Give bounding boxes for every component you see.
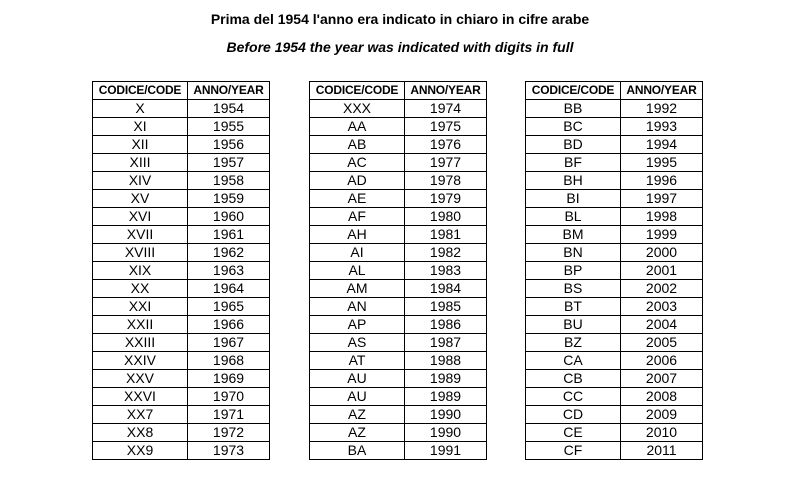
code-cell: AT — [310, 352, 405, 370]
table-row — [310, 226, 487, 244]
column-header-code: CODICE/CODE — [93, 82, 188, 100]
year-cell: 1980 — [405, 208, 487, 226]
code-cell: BL — [526, 208, 621, 226]
code-cell: XXI — [93, 298, 188, 316]
code-cell: BU — [526, 316, 621, 334]
column-header-year: ANNO/YEAR — [188, 82, 270, 100]
table-row — [526, 388, 703, 406]
table-row — [93, 316, 270, 334]
code-cell: XXIV — [93, 352, 188, 370]
table-row — [93, 172, 270, 190]
code-cell: XXIII — [93, 334, 188, 352]
table-row — [310, 100, 487, 118]
code-cell: XVIII — [93, 244, 188, 262]
code-cell: AP — [310, 316, 405, 334]
code-cell: AI — [310, 244, 405, 262]
year-cell: 2005 — [621, 334, 703, 352]
table-row — [526, 334, 703, 352]
code-cell: BP — [526, 262, 621, 280]
year-cell: 1994 — [621, 136, 703, 154]
table-row — [310, 208, 487, 226]
year-cell: 1987 — [405, 334, 487, 352]
code-cell: XI — [93, 118, 188, 136]
table-row — [526, 280, 703, 298]
column-header-code: CODICE/CODE — [310, 82, 405, 100]
code-cell: BN — [526, 244, 621, 262]
code-cell: AL — [310, 262, 405, 280]
code-cell: AS — [310, 334, 405, 352]
year-cell: 1993 — [621, 118, 703, 136]
year-cell: 1982 — [405, 244, 487, 262]
code-cell: BT — [526, 298, 621, 316]
table-row — [93, 280, 270, 298]
table-row — [526, 316, 703, 334]
year-cell: 1998 — [621, 208, 703, 226]
code-cell: XXVI — [93, 388, 188, 406]
year-cell: 1972 — [188, 424, 270, 442]
year-cell: 1995 — [621, 154, 703, 172]
code-cell: XXII — [93, 316, 188, 334]
code-cell: AU — [310, 388, 405, 406]
table-row — [526, 226, 703, 244]
table-row — [93, 298, 270, 316]
code-cell: CE — [526, 424, 621, 442]
year-cell: 1979 — [405, 190, 487, 208]
table-header-row — [310, 82, 487, 100]
code-year-table-2 — [309, 81, 487, 460]
year-cell: 1969 — [188, 370, 270, 388]
code-cell: AZ — [310, 406, 405, 424]
year-cell: 1955 — [188, 118, 270, 136]
column-header-code: CODICE/CODE — [526, 82, 621, 100]
year-cell: 1985 — [405, 298, 487, 316]
code-cell: XIX — [93, 262, 188, 280]
code-cell: XIII — [93, 154, 188, 172]
table-row — [93, 226, 270, 244]
table-row — [310, 298, 487, 316]
code-cell: CC — [526, 388, 621, 406]
code-cell: BZ — [526, 334, 621, 352]
year-cell: 1996 — [621, 172, 703, 190]
code-cell: BM — [526, 226, 621, 244]
year-cell: 1967 — [188, 334, 270, 352]
code-cell: AB — [310, 136, 405, 154]
year-cell: 1970 — [188, 388, 270, 406]
code-cell: CA — [526, 352, 621, 370]
year-cell: 1977 — [405, 154, 487, 172]
year-cell: 1960 — [188, 208, 270, 226]
code-cell: XII — [93, 136, 188, 154]
code-cell: BB — [526, 100, 621, 118]
table-row — [310, 334, 487, 352]
table-row — [310, 442, 487, 460]
code-cell: BC — [526, 118, 621, 136]
table-row — [93, 442, 270, 460]
code-cell: CB — [526, 370, 621, 388]
table-row — [310, 136, 487, 154]
table-row — [93, 406, 270, 424]
table-row — [526, 298, 703, 316]
year-cell: 1978 — [405, 172, 487, 190]
code-cell: BF — [526, 154, 621, 172]
table-row — [526, 262, 703, 280]
table-row — [93, 190, 270, 208]
table-row — [526, 352, 703, 370]
table-row — [310, 316, 487, 334]
table-row — [310, 190, 487, 208]
table-row — [93, 100, 270, 118]
table-body — [310, 100, 487, 460]
table-row — [93, 244, 270, 262]
code-cell: XVII — [93, 226, 188, 244]
code-cell: XXX — [310, 100, 405, 118]
table-row — [526, 190, 703, 208]
code-cell: XXV — [93, 370, 188, 388]
code-cell: BS — [526, 280, 621, 298]
table-row — [93, 388, 270, 406]
table-row — [310, 388, 487, 406]
table-row — [310, 172, 487, 190]
year-cell: 1990 — [405, 406, 487, 424]
table-row — [310, 424, 487, 442]
year-cell: 1983 — [405, 262, 487, 280]
year-cell: 1997 — [621, 190, 703, 208]
year-cell: 1964 — [188, 280, 270, 298]
code-cell: BD — [526, 136, 621, 154]
year-cell: 1958 — [188, 172, 270, 190]
year-cell: 2003 — [621, 298, 703, 316]
year-cell: 2007 — [621, 370, 703, 388]
code-cell: AH — [310, 226, 405, 244]
table-row — [93, 424, 270, 442]
table-header-row — [526, 82, 703, 100]
table-row — [526, 424, 703, 442]
code-cell: AU — [310, 370, 405, 388]
code-cell: AZ — [310, 424, 405, 442]
code-year-table-3 — [525, 81, 703, 460]
code-cell: AF — [310, 208, 405, 226]
table-row — [526, 172, 703, 190]
code-cell: XX7 — [93, 406, 188, 424]
year-cell: 1981 — [405, 226, 487, 244]
table-body — [93, 100, 270, 460]
year-cell: 2004 — [621, 316, 703, 334]
table-row — [526, 370, 703, 388]
year-cell: 1956 — [188, 136, 270, 154]
table-row — [93, 208, 270, 226]
code-cell: CD — [526, 406, 621, 424]
year-cell: 1959 — [188, 190, 270, 208]
code-cell: BI — [526, 190, 621, 208]
year-cell: 1999 — [621, 226, 703, 244]
code-cell: AA — [310, 118, 405, 136]
year-cell: 1989 — [405, 370, 487, 388]
code-cell: XIV — [93, 172, 188, 190]
code-cell: AM — [310, 280, 405, 298]
table-row — [93, 370, 270, 388]
table-row — [310, 406, 487, 424]
code-cell: AN — [310, 298, 405, 316]
table-row — [310, 244, 487, 262]
table-row — [526, 154, 703, 172]
table-row — [526, 100, 703, 118]
year-cell: 2011 — [621, 442, 703, 460]
code-cell: BH — [526, 172, 621, 190]
table-row — [310, 262, 487, 280]
year-cell: 2009 — [621, 406, 703, 424]
code-cell: AE — [310, 190, 405, 208]
table-row — [526, 442, 703, 460]
year-cell: 2006 — [621, 352, 703, 370]
year-cell: 1989 — [405, 388, 487, 406]
table-row — [310, 370, 487, 388]
year-cell: 2010 — [621, 424, 703, 442]
table-body — [526, 100, 703, 460]
page-subtitle: Before 1954 the year was indicated with digits in full — [226, 39, 574, 55]
table-row — [93, 262, 270, 280]
table-row — [93, 136, 270, 154]
year-cell: 1965 — [188, 298, 270, 316]
code-cell: AC — [310, 154, 405, 172]
table-row — [526, 118, 703, 136]
year-cell: 1962 — [188, 244, 270, 262]
year-cell: 1973 — [188, 442, 270, 460]
year-cell: 1957 — [188, 154, 270, 172]
year-cell: 2002 — [621, 280, 703, 298]
year-cell: 1988 — [405, 352, 487, 370]
table-row — [310, 352, 487, 370]
year-cell: 1961 — [188, 226, 270, 244]
table-row — [310, 280, 487, 298]
code-cell: XVI — [93, 208, 188, 226]
year-cell: 1984 — [405, 280, 487, 298]
year-cell: 1992 — [621, 100, 703, 118]
year-cell: 1975 — [405, 118, 487, 136]
code-cell: X — [93, 100, 188, 118]
table-row — [526, 136, 703, 154]
table-row — [526, 244, 703, 262]
year-cell: 1971 — [188, 406, 270, 424]
year-cell: 2008 — [621, 388, 703, 406]
code-cell: XX — [93, 280, 188, 298]
year-cell: 1974 — [405, 100, 487, 118]
year-cell: 1963 — [188, 262, 270, 280]
table-row — [93, 334, 270, 352]
year-cell: 1986 — [405, 316, 487, 334]
year-cell: 1968 — [188, 352, 270, 370]
year-cell: 1976 — [405, 136, 487, 154]
table-row — [93, 352, 270, 370]
code-cell: BA — [310, 442, 405, 460]
table-row — [526, 208, 703, 226]
table-row — [310, 154, 487, 172]
code-year-table-1 — [92, 81, 270, 460]
table-row — [526, 406, 703, 424]
year-cell: 1990 — [405, 424, 487, 442]
code-cell: XV — [93, 190, 188, 208]
table-header-row — [93, 82, 270, 100]
table-row — [310, 118, 487, 136]
code-cell: AD — [310, 172, 405, 190]
year-cell: 1954 — [188, 100, 270, 118]
year-cell: 2000 — [621, 244, 703, 262]
year-cell: 2001 — [621, 262, 703, 280]
column-header-year: ANNO/YEAR — [621, 82, 703, 100]
table-row — [93, 154, 270, 172]
year-cell: 1991 — [405, 442, 487, 460]
code-cell: CF — [526, 442, 621, 460]
year-cell: 1966 — [188, 316, 270, 334]
page-title: Prima del 1954 l'anno era indicato in chiaro in cifre arabe — [210, 11, 590, 27]
code-cell: XX9 — [93, 442, 188, 460]
table-row — [93, 118, 270, 136]
column-header-year: ANNO/YEAR — [405, 82, 487, 100]
code-cell: XX8 — [93, 424, 188, 442]
